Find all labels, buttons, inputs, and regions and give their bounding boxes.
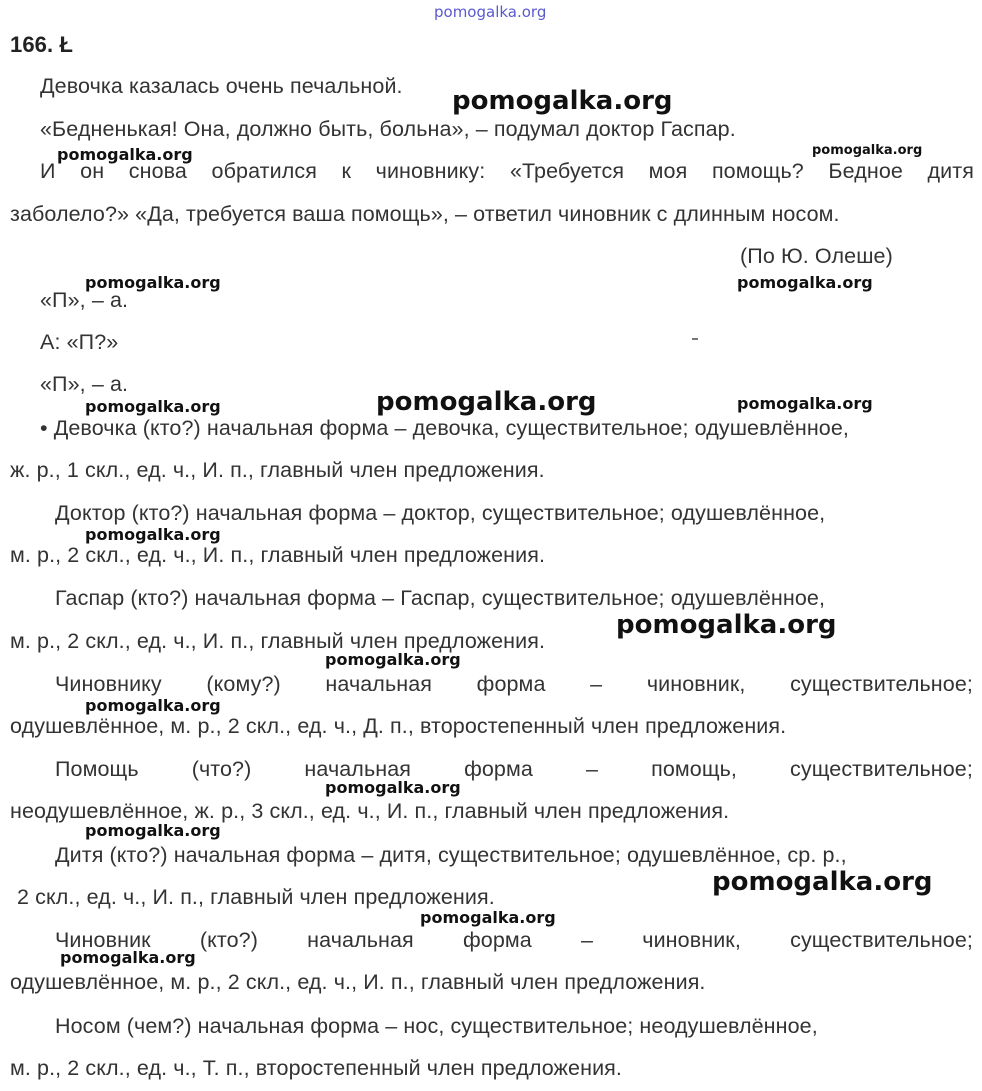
top-watermark-link[interactable]: pomogalka.org <box>434 3 547 21</box>
watermark: pomogalka.org <box>85 696 221 715</box>
exercise-number-extra: Ł <box>59 32 73 57</box>
analysis-5-line-1 <box>55 756 973 782</box>
watermark: pomogalka.org <box>85 525 221 544</box>
analysis-6-line-1: Дитя (кто?) начальная форма – дитя, существительное; одушевлённое, ср. р., <box>55 843 847 867</box>
analysis-4-line-1 <box>55 671 973 697</box>
watermark: pomogalka.org <box>712 867 933 897</box>
word: И <box>40 159 56 183</box>
word: Помощь <box>55 757 139 781</box>
watermark: pomogalka.org <box>60 948 196 967</box>
scheme-2: А: «П?» <box>40 330 119 354</box>
word: существительное; <box>790 757 973 781</box>
word: (что?) <box>191 757 252 781</box>
watermark: pomogalka.org <box>452 86 673 116</box>
stray-mark <box>692 338 698 340</box>
word: форма <box>462 928 532 952</box>
scheme-1: «П», – а. <box>40 288 129 312</box>
word: (кому?) <box>206 672 281 696</box>
watermark: pomogalka.org <box>737 273 873 292</box>
word: – <box>590 672 603 696</box>
analysis-4-line-2: одушевлённое, м. р., 2 скл., ед. ч., Д. п., второстепенный член предложения. <box>10 714 787 738</box>
text-source: (По Ю. Олеше) <box>740 244 893 268</box>
watermark: pomogalka.org <box>57 145 193 164</box>
watermark: pomogalka.org <box>420 908 556 927</box>
analysis-6-line-2: 2 скл., ед. ч., И. п., главный член предложения. <box>17 885 495 909</box>
watermark: pomogalka.org <box>325 778 461 797</box>
word: Бедное <box>828 159 903 183</box>
watermark: pomogalka.org <box>85 273 221 292</box>
analysis-7-line-2: одушевлённое, м. р., 2 скл., ед. ч., И. п., главный член предложения. <box>10 970 706 994</box>
word: снова <box>128 159 187 183</box>
word: существительное; <box>790 928 973 952</box>
word: к <box>341 159 352 183</box>
word: форма <box>464 757 533 781</box>
analysis-5-line-2: неодушевлённое, ж. р., 3 скл., ед. ч., И. п., главный член предложения. <box>10 799 730 823</box>
word: обратился <box>211 159 317 183</box>
analysis-2-line-2: м. р., 2 скл., ед. ч., И. п., главный член предложения. <box>10 543 546 567</box>
word: «Требуется <box>509 159 625 183</box>
word: форма <box>476 672 546 696</box>
word: начальная <box>304 757 412 781</box>
text-line-1: Девочка казалась очень печальной. <box>40 74 403 98</box>
word: Чиновнику <box>55 672 162 696</box>
analysis-8-line-1: Носом (чем?) начальная форма – нос, существительное; неодушевлённое, <box>55 1014 818 1038</box>
watermark: pomogalka.org <box>616 610 837 640</box>
word: моя <box>648 159 688 183</box>
exercise-number-value: 166. <box>10 32 54 57</box>
watermark: pomogalka.org <box>737 394 873 413</box>
analysis-1-line-2: ж. р., 1 скл., ед. ч., И. п., главный член предложения. <box>10 458 545 482</box>
watermark: pomogalka.org <box>85 397 221 416</box>
word: существительное; <box>790 672 973 696</box>
text-line-2: «Бедненькая! Она, должно быть, больна», – подумал доктор Гаспар. <box>40 117 736 141</box>
word: начальная <box>307 928 414 952</box>
watermark: pomogalka.org <box>376 387 597 417</box>
word: – <box>581 928 594 952</box>
analysis-3-line-1: Гаспар (кто?) начальная форма – Гаспар, существительное; одушевлённое, <box>55 586 826 610</box>
word: он <box>80 159 105 183</box>
word: дитя <box>927 159 974 183</box>
analysis-2-line-1: Доктор (кто?) начальная форма – доктор, существительное; одушевлённое, <box>55 501 826 525</box>
word: помощь? <box>711 159 804 183</box>
word: помощь, <box>651 757 737 781</box>
watermark: pomogalka.org <box>812 143 923 158</box>
analysis-8-line-2: м. р., 2 скл., ед. ч., Т. п., второстепенный член предложения. <box>10 1056 622 1080</box>
word: чиновнику: <box>375 159 486 183</box>
exercise-number <box>10 32 73 58</box>
analysis-1-line-1: • Девочка (кто?) начальная форма – девочка, существительное; одушевлённое, <box>40 416 849 440</box>
watermark: pomogalka.org <box>85 821 221 840</box>
word: (кто?) <box>199 928 258 952</box>
scheme-3: «П», – а. <box>40 372 129 396</box>
text-line-4: заболело?» «Да, требуется ваша помощь», – ответил чиновник с длинным носом. <box>10 202 840 226</box>
word: – <box>585 757 599 781</box>
word: чиновник, <box>646 672 746 696</box>
word: Чиновник <box>55 928 151 952</box>
analysis-3-line-2: м. р., 2 скл., ед. ч., И. п., главный член предложения. <box>10 629 546 653</box>
word: чиновник, <box>642 928 741 952</box>
word: начальная <box>325 672 433 696</box>
watermark: pomogalka.org <box>325 650 461 669</box>
